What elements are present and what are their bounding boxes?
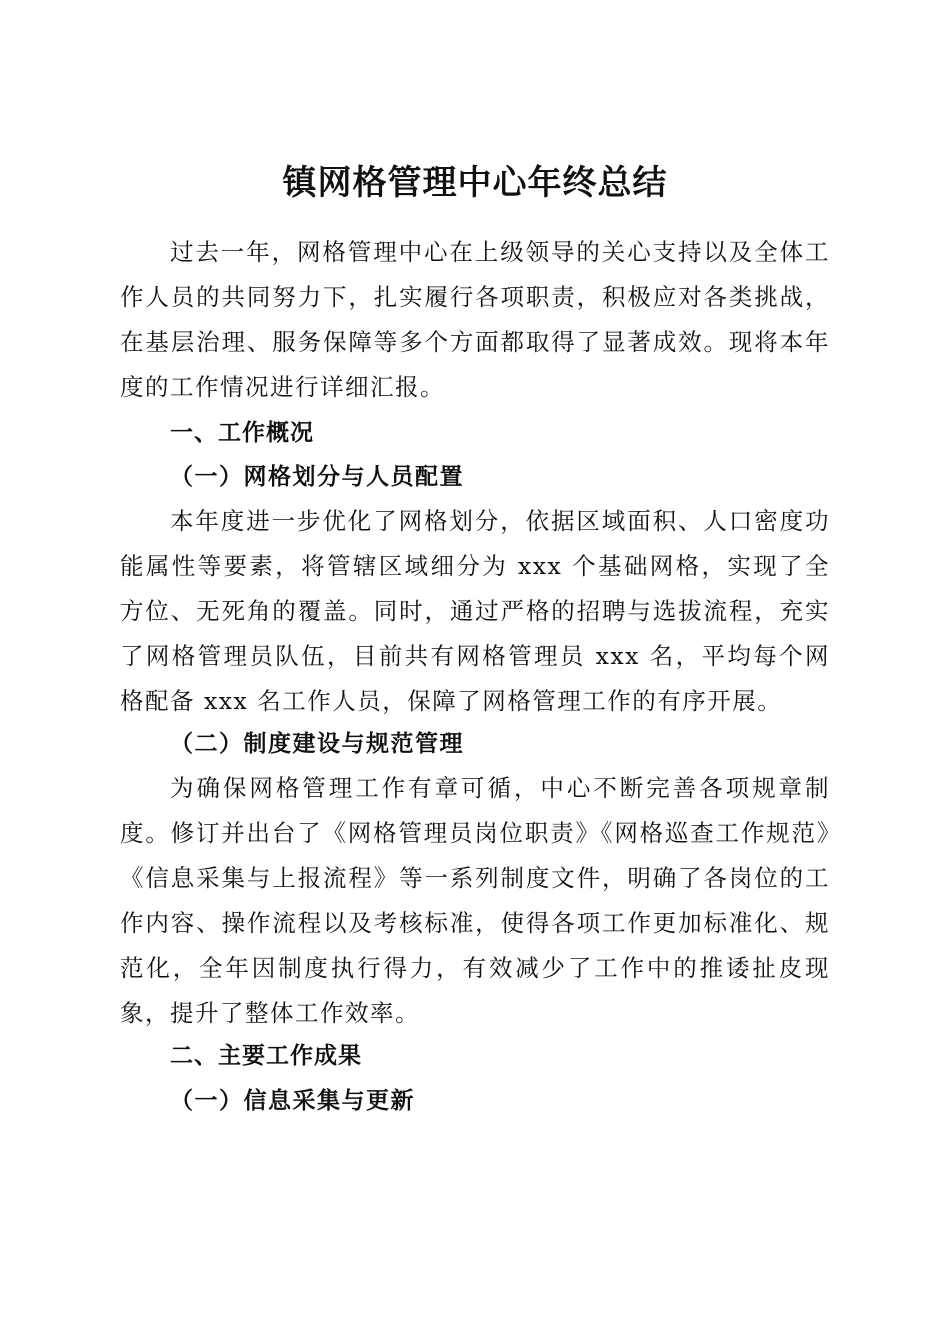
section-1-sub-2-paragraph: 为确保网格管理工作有章可循，中心不断完善各项规章制度。修订并出台了《网格管理员岗位职责》《网格巡查工作规范》《信息采集与上报流程》等一系列制度文件，明确了各岗位的工作内容、操作流程以及考核标准，使得各项工作更加标准化、规范化，全年因制度执行得力，有效减少了工作中的推诿扯皮现象，提升了整体工作效率。: [120, 774, 830, 1027]
section-1-sub-2-heading: （二）制度建设与规范管理: [170, 730, 464, 757]
section-1-heading: 一、工作概况: [170, 420, 314, 446]
document-title: 镇网格管理中心年终总结: [282, 162, 668, 203]
intro-paragraph: 过去一年，网格管理中心在上级领导的关心支持以及全体工作人员的共同努力下，扎实履行各项职责，积极应对各类挑战，在基层治理、服务保障等多个方面都取得了显著成效。现将本年度的工作情况进行详细汇报。: [120, 238, 830, 401]
section-1-sub-1-heading: （一）网格划分与人员配置: [170, 463, 464, 490]
section-1-sub-1-paragraph: 本年度进一步优化了网格划分，依据区域面积、人口密度功能属性等要素，将管辖区域细分为 xxx 个基础网格，实现了全方位、无死角的覆盖。同时，通过严格的招聘与选拔流程，充实了网格管理员队伍，目前共有网格管理员 xxx 名，平均每个网格配备 xxx 名工作人员，保障了网格管理工作的有序开展。: [120, 507, 830, 715]
section-2-heading: 二、主要工作成果: [170, 1043, 362, 1069]
section-2-sub-1-heading: （一）信息采集与更新: [170, 1087, 415, 1114]
